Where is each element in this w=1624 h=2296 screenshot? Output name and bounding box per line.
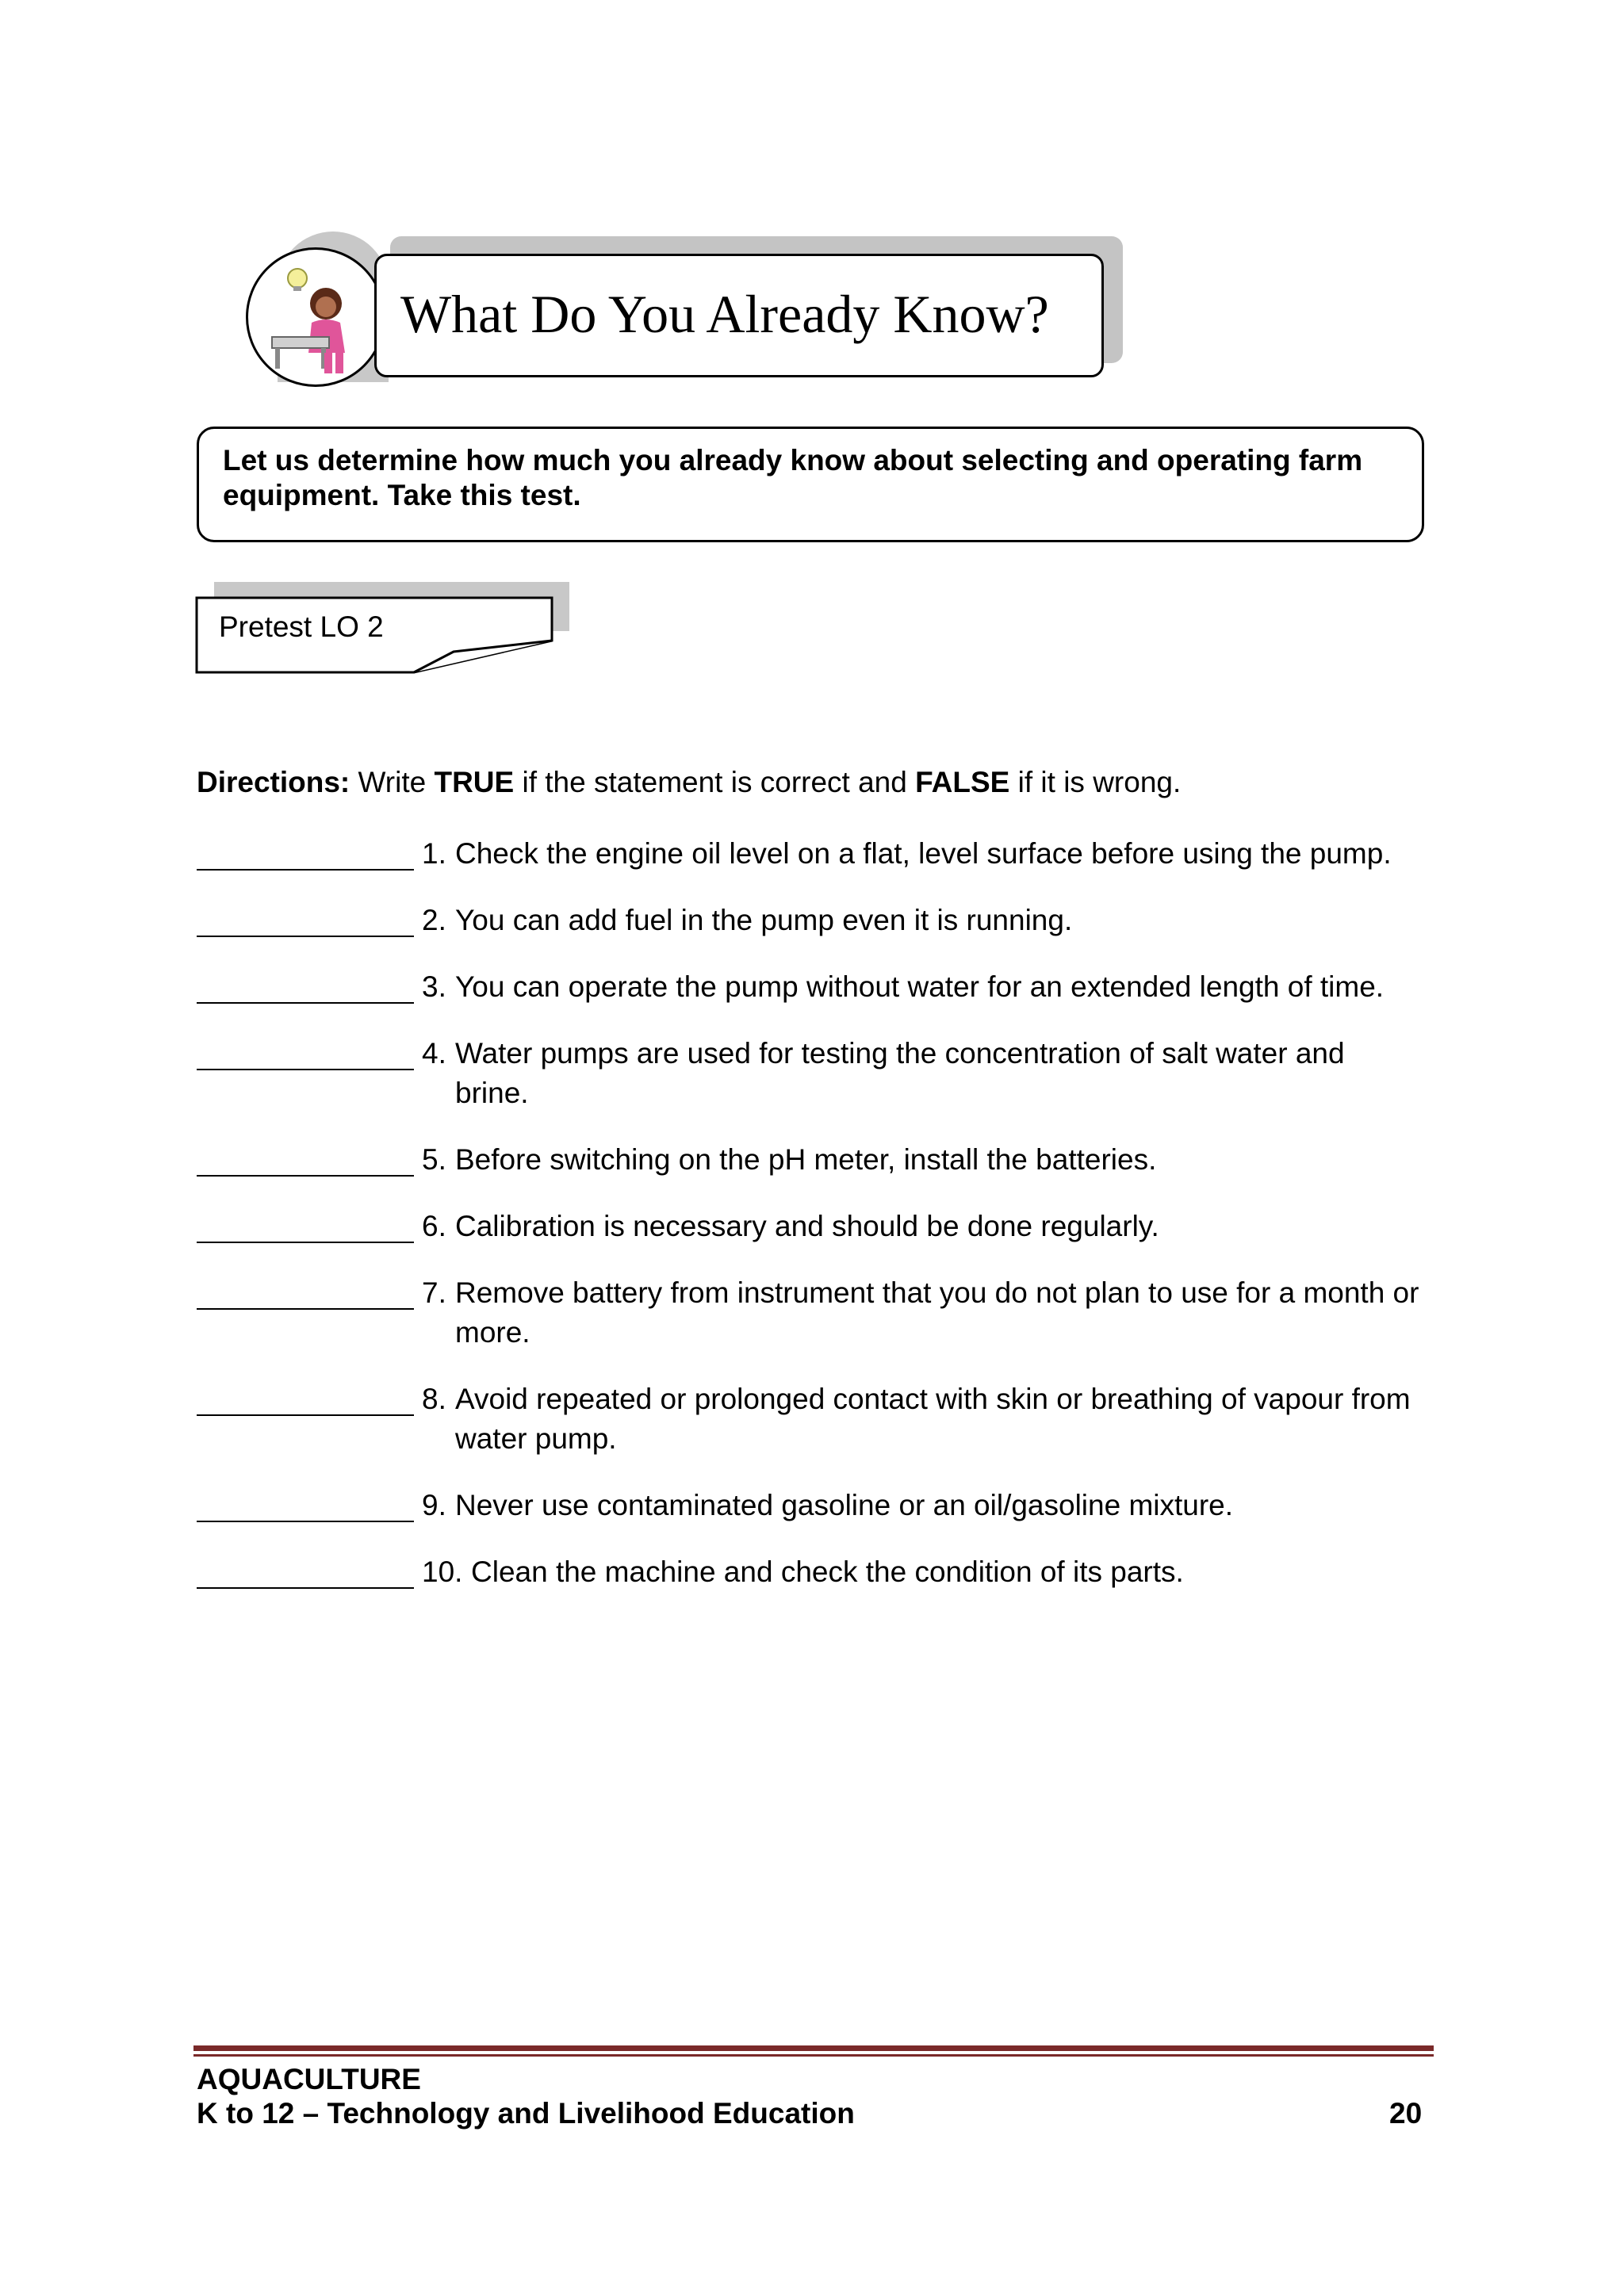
- question-text: Water pumps are used for testing the concentration of salt water and brine.: [455, 1037, 1345, 1109]
- directions-label: Directions:: [197, 766, 350, 798]
- question-text: You can add fuel in the pump even it is running.: [455, 904, 1073, 936]
- answer-blank[interactable]: [197, 1175, 414, 1177]
- question-text: Clean the machine and check the condition of its parts.: [471, 1556, 1184, 1588]
- question-number: 8.: [422, 1383, 446, 1415]
- question-number: 7.: [422, 1276, 446, 1309]
- false-word: FALSE: [915, 766, 1010, 798]
- answer-blank[interactable]: [197, 1242, 414, 1243]
- question-number: 3.: [422, 970, 446, 1003]
- question-text: Check the engine oil level on a flat, level surface before using the pump.: [455, 837, 1392, 870]
- answer-blank[interactable]: [197, 1521, 414, 1522]
- question-text: Avoid repeated or prolonged contact with skin or breathing of vapour from water pump.: [455, 1383, 1411, 1455]
- question-text: Remove battery from instrument that you do not plan to use for a month or more.: [455, 1276, 1419, 1349]
- question-number: 1.: [422, 837, 446, 870]
- question-number: 9.: [422, 1489, 446, 1521]
- directions: [197, 766, 1181, 799]
- footer-rule: [193, 2045, 1434, 2051]
- answer-blank[interactable]: [197, 1308, 414, 1310]
- true-word: TRUE: [434, 766, 515, 798]
- page-title: What Do You Already Know?: [400, 284, 1049, 344]
- answer-blank[interactable]: [197, 1587, 414, 1589]
- footer-subject: AQUACULTURE: [197, 2063, 421, 2095]
- question-number: 10.: [422, 1556, 463, 1588]
- pretest-label: Pretest LO 2: [219, 610, 384, 643]
- answer-blank[interactable]: [197, 1414, 414, 1416]
- question-text: Calibration is necessary and should be done regularly.: [455, 1210, 1159, 1242]
- answer-blank[interactable]: [197, 869, 414, 871]
- footer-rule-thin: [193, 2054, 1434, 2057]
- intro-text: Let us determine how much you already know about selecting and operating farm equipment. Take this test.: [223, 444, 1363, 511]
- question-number: 2.: [422, 904, 446, 936]
- page-number: 20: [1389, 2097, 1423, 2130]
- intro-box: [197, 427, 1424, 542]
- question-text: Before switching on the pH meter, install the batteries.: [455, 1143, 1157, 1176]
- question-number: 4.: [422, 1037, 446, 1070]
- answer-blank[interactable]: [197, 936, 414, 937]
- footer-program: K to 12 – Technology and Livelihood Education: [197, 2097, 855, 2130]
- answer-blank[interactable]: [197, 1002, 414, 1004]
- student-thinking-icon: [246, 247, 385, 387]
- directions-part1: Write: [350, 766, 435, 798]
- header-title-box: [374, 254, 1104, 377]
- question-text: Never use contaminated gasoline or an oil/gasoline mixture.: [455, 1489, 1234, 1521]
- question-number: 5.: [422, 1143, 446, 1176]
- question-text: You can operate the pump without water for an extended length of time.: [455, 970, 1385, 1003]
- directions-part2: if the statement is correct and: [514, 766, 916, 798]
- directions-part3: if it is wrong.: [1009, 766, 1182, 798]
- answer-blank[interactable]: [197, 1069, 414, 1070]
- question-number: 6.: [422, 1210, 446, 1242]
